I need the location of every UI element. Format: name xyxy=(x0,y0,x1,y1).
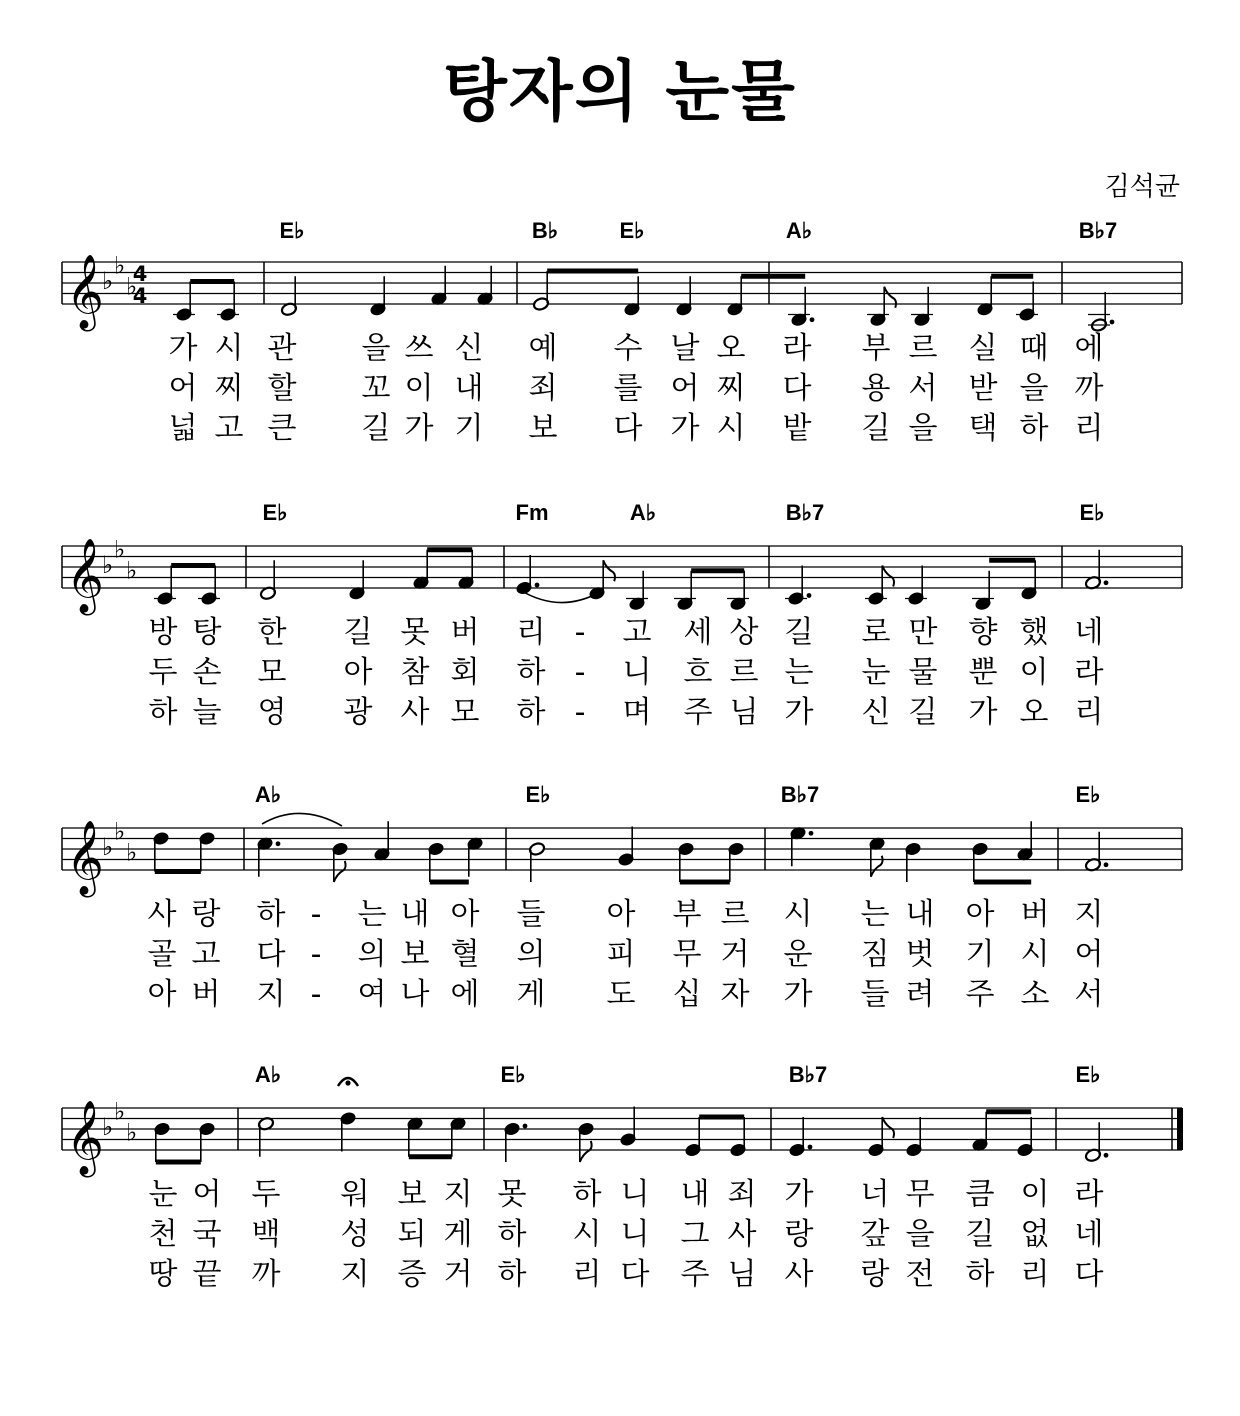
lyric-syllable: 다 xyxy=(782,371,812,406)
lyric-syllable: 가 xyxy=(784,695,814,730)
flat-icon: ♭ xyxy=(102,551,114,579)
lyric-syllable: 시 xyxy=(214,331,244,366)
lyric-syllable: 고 xyxy=(214,411,244,446)
lyric-syllable: 보 xyxy=(400,937,430,972)
song-title: 탕자의 눈물 xyxy=(443,53,797,130)
lyric-syllable: 관 xyxy=(267,331,297,366)
lyric-syllable: 죄 xyxy=(528,371,558,406)
lyric-syllable: 라 xyxy=(1074,1177,1104,1212)
lyric-syllable: 사 xyxy=(147,897,177,932)
lyric-syllable: 다 xyxy=(1074,1257,1104,1292)
lyric-syllable: 기 xyxy=(965,937,995,972)
lyric-syllable: 모 xyxy=(450,695,480,730)
lyric-syllable: 아 xyxy=(450,897,480,932)
lyric-syllable: 주 xyxy=(680,1257,710,1292)
lyric-syllable: 어 xyxy=(168,371,198,406)
lyric-syllable: 니 xyxy=(622,655,652,690)
lyric-syllable: 길 xyxy=(908,695,938,730)
lyric-hyphen: - xyxy=(310,897,322,932)
lyric-syllable: 할 xyxy=(267,371,297,406)
lyric-syllable: 이 xyxy=(404,371,434,406)
lyric-syllable: 이 xyxy=(1019,655,1049,690)
lyric-syllable: 시 xyxy=(783,897,813,932)
lyric-syllable: 성 xyxy=(340,1217,370,1252)
treble-clef-icon: 𝄞 xyxy=(66,255,104,329)
lyric-syllable: 상 xyxy=(729,615,759,650)
note-flag xyxy=(882,1117,894,1138)
lyric-syllable: 아 xyxy=(606,897,636,932)
flat-icon: ♭ xyxy=(126,272,138,301)
lyric-syllable: 로 xyxy=(861,615,891,650)
lyric-syllable: 는 xyxy=(357,897,387,932)
flat-icon: ♭ xyxy=(102,267,114,295)
lyric-syllable: 혈 xyxy=(450,937,480,972)
lyric-syllable: 끝 xyxy=(192,1257,222,1292)
lyric-syllable: 기 xyxy=(454,411,484,446)
lyric-syllable: 가 xyxy=(168,331,198,366)
lyric-syllable: 리 xyxy=(1074,411,1104,446)
flat-icon: ♭ xyxy=(126,1118,138,1147)
final-barline xyxy=(1177,1108,1183,1150)
lyric-syllable: 세 xyxy=(683,615,713,650)
lyric-syllable: 다 xyxy=(620,1257,650,1292)
lyric-syllable: 의 xyxy=(516,937,546,972)
lyric-syllable: 며 xyxy=(622,695,652,730)
dot xyxy=(1104,1153,1109,1158)
flat-icon: ♭ xyxy=(126,556,138,585)
lyric-syllable: 영 xyxy=(257,695,287,730)
lyric-syllable: 네 xyxy=(1074,615,1104,650)
lyric-syllable: 짐 xyxy=(860,937,890,972)
lyric-syllable: 리 xyxy=(1074,695,1104,730)
lyric-syllable: 게 xyxy=(516,977,546,1012)
lyric-syllable: 수 xyxy=(613,331,643,366)
lyric-syllable: 못 xyxy=(400,615,430,650)
lyric-syllable: 시 xyxy=(716,411,746,446)
lyric-syllable: 하 xyxy=(148,695,178,730)
lyric-syllable: 없 xyxy=(1020,1217,1050,1252)
lyric-syllable: 지 xyxy=(256,977,286,1012)
flat-icon: ♭ xyxy=(114,251,126,280)
lyric-syllable: 밭 xyxy=(782,411,812,446)
lyric-syllable: 서 xyxy=(1074,977,1104,1012)
chord-symbol: B♭7 xyxy=(1078,218,1118,243)
flat-icon: ♭ xyxy=(126,838,138,867)
lyric-syllable: 운 xyxy=(783,937,813,972)
lyric-syllable: 회 xyxy=(450,655,480,690)
lyric-syllable: 버 xyxy=(450,615,480,650)
lyric-syllable: 눈 xyxy=(861,655,891,690)
chord-symbol: E♭ xyxy=(279,218,305,243)
lyric-syllable: 들 xyxy=(860,977,890,1012)
chord-symbol: E♭ xyxy=(619,218,645,243)
lyric-verse-3 xyxy=(0,1256,1240,1294)
chord-symbol: E♭ xyxy=(500,1062,526,1087)
lyric-syllable: 아 xyxy=(965,897,995,932)
lyric-syllable: 자 xyxy=(720,977,750,1012)
lyric-syllable: 신 xyxy=(861,695,891,730)
lyric-syllable: 눈 xyxy=(148,1177,178,1212)
lyric-syllable: 지 xyxy=(443,1177,473,1212)
lyric-syllable: 내 xyxy=(905,897,935,932)
lyric-hyphen: - xyxy=(574,695,586,730)
lyric-syllable: 두 xyxy=(148,655,178,690)
lyric-syllable: 날 xyxy=(670,331,700,366)
lyric-syllable: 그 xyxy=(680,1217,710,1252)
time-sig-numerator: 4 xyxy=(132,262,148,286)
treble-clef-icon: 𝄞 xyxy=(66,539,104,613)
lyric-syllable: 내 xyxy=(680,1177,710,1212)
lyric-syllable: 까 xyxy=(1074,371,1104,406)
lyric-syllable: 광 xyxy=(343,695,373,730)
lyric-syllable: 큰 xyxy=(267,411,297,446)
lyric-syllable: 어 xyxy=(1074,937,1104,972)
chord-symbol: B♭7 xyxy=(788,1062,828,1087)
lyric-syllable: 하 xyxy=(572,1177,602,1212)
lyric-syllable: 쓰 xyxy=(404,331,434,366)
lyric-hyphen: - xyxy=(310,937,322,972)
lyric-syllable: 다 xyxy=(256,937,286,972)
lyric-syllable: 나 xyxy=(400,977,430,1012)
lyric-syllable: 두 xyxy=(251,1177,281,1212)
chord-symbol: E♭ xyxy=(262,500,288,525)
flat-icon: ♭ xyxy=(114,817,126,846)
lyric-syllable: 큼 xyxy=(965,1177,995,1212)
chord-symbol: Fm xyxy=(515,500,549,525)
lyric-syllable: 어 xyxy=(192,1177,222,1212)
lyric-syllable: 는 xyxy=(784,655,814,690)
lyric-syllable: 뿐 xyxy=(968,655,998,690)
lyric-syllable: 길 xyxy=(784,615,814,650)
lyric-syllable: 님 xyxy=(727,1257,757,1292)
chord-symbol: A♭ xyxy=(254,782,282,807)
lyric-syllable: 지 xyxy=(1074,897,1104,932)
dot xyxy=(808,1145,813,1150)
lyric-syllable: 벗 xyxy=(905,937,935,972)
time-sig-denominator: 4 xyxy=(132,284,148,308)
lyric-syllable: 백 xyxy=(251,1217,281,1252)
lyric-syllable: 사 xyxy=(784,1257,814,1292)
lyric-syllable: 버 xyxy=(191,977,221,1012)
lyric-syllable: 거 xyxy=(720,937,750,972)
lyric-syllable: 보 xyxy=(397,1177,427,1212)
lyric-syllable: 라 xyxy=(1074,655,1104,690)
lyric-syllable: 너 xyxy=(860,1177,890,1212)
lyric-syllable: 려 xyxy=(905,977,935,1012)
lyric-syllable: 거 xyxy=(443,1257,473,1292)
lyric-syllable: 길 xyxy=(343,615,373,650)
flat-icon: ♭ xyxy=(102,1113,114,1141)
lyric-syllable: 향 xyxy=(968,615,998,650)
lyric-syllable: 받 xyxy=(968,371,998,406)
chord-symbol: A♭ xyxy=(629,500,657,525)
lyric-syllable: 길 xyxy=(965,1217,995,1252)
lyric-syllable: 여 xyxy=(357,977,387,1012)
lyric-syllable: 을 xyxy=(908,411,938,446)
lyric-syllable: 무 xyxy=(905,1177,935,1212)
lyric-syllable: 탕 xyxy=(192,615,222,650)
lyric-syllable: 보 xyxy=(528,411,558,446)
lyric-syllable: 찌 xyxy=(716,371,746,406)
lyric-syllable: 죄 xyxy=(727,1177,757,1212)
lyric-syllable: 니 xyxy=(620,1217,650,1252)
chord-symbol: B♭7 xyxy=(780,782,820,807)
lyric-syllable: 어 xyxy=(670,371,700,406)
flat-icon: ♭ xyxy=(102,833,114,861)
lyric-syllable: 라 xyxy=(782,331,812,366)
lyric-syllable: 때 xyxy=(1019,331,1049,366)
chord-symbol: E♭ xyxy=(1075,782,1101,807)
lyric-syllable: 리 xyxy=(1020,1257,1050,1292)
lyric-syllable: 가 xyxy=(670,411,700,446)
lyric-syllable: 르 xyxy=(720,897,750,932)
lyric-syllable: 를 xyxy=(613,371,643,406)
lyric-syllable: 택 xyxy=(968,411,998,446)
chord-symbol: E♭ xyxy=(525,782,551,807)
lyric-syllable: 무 xyxy=(672,937,702,972)
lyric-hyphen: - xyxy=(310,977,322,1012)
lyric-syllable: 물 xyxy=(908,655,938,690)
lyric-syllable: 길 xyxy=(361,411,391,446)
lyric-syllable: 골 xyxy=(147,937,177,972)
lyric-syllable: 내 xyxy=(454,371,484,406)
lyric-syllable: 오 xyxy=(716,331,746,366)
lyric-syllable: 님 xyxy=(729,695,759,730)
lyric-syllable: 못 xyxy=(497,1177,527,1212)
lyric-syllable: 리 xyxy=(516,615,546,650)
treble-clef-icon: 𝄞 xyxy=(66,1101,104,1175)
lyric-syllable: 모 xyxy=(257,655,287,690)
chord-symbol: E♭ xyxy=(1079,500,1105,525)
lyric-syllable: 방 xyxy=(148,615,178,650)
lyric-syllable: 참 xyxy=(400,655,430,690)
lyric-syllable: 랑 xyxy=(784,1217,814,1252)
flat-icon: ♭ xyxy=(114,535,126,564)
chord-symbol: A♭ xyxy=(785,218,813,243)
lyric-syllable: 국 xyxy=(192,1217,222,1252)
lyric-syllable: 주 xyxy=(965,977,995,1012)
lyric-syllable: 을 xyxy=(361,331,391,366)
lyric-syllable: 랑 xyxy=(860,1257,890,1292)
lyric-syllable: 고 xyxy=(622,615,652,650)
lyric-syllable: 흐 xyxy=(683,655,713,690)
lyric-hyphen: - xyxy=(574,655,586,690)
lyric-syllable: 되 xyxy=(397,1217,427,1252)
lyric-syllable: 예 xyxy=(528,331,558,366)
lyric-syllable: 을 xyxy=(1019,371,1049,406)
lyric-syllable: 르 xyxy=(729,655,759,690)
dot xyxy=(523,1124,528,1129)
lyric-syllable: 에 xyxy=(450,977,480,1012)
lyric-syllable: 신 xyxy=(454,331,484,366)
lyric-syllable: 길 xyxy=(861,411,891,446)
lyric-syllable: 의 xyxy=(357,937,387,972)
lyric-syllable: 찌 xyxy=(214,371,244,406)
lyric-syllable: 실 xyxy=(968,331,998,366)
lyric-verse-1 xyxy=(0,1176,1240,1214)
lyric-syllable: 다 xyxy=(613,411,643,446)
lyric-syllable: 한 xyxy=(257,615,287,650)
lyric-syllable: 하 xyxy=(256,897,286,932)
lyric-syllable: 오 xyxy=(1019,695,1049,730)
lyric-syllable: 증 xyxy=(397,1257,427,1292)
lyric-syllable: 사 xyxy=(400,695,430,730)
lyric-syllable: 하 xyxy=(497,1217,527,1252)
lyric-syllable: 하 xyxy=(965,1257,995,1292)
lyric-syllable: 리 xyxy=(572,1257,602,1292)
lyric-syllable: 이 xyxy=(1020,1177,1050,1212)
chord-symbol: B♭7 xyxy=(785,500,825,525)
lyric-syllable: 가 xyxy=(783,977,813,1012)
lyric-syllable: 땅 xyxy=(148,1257,178,1292)
composer-name: 김석균 xyxy=(1104,172,1180,202)
lyric-syllable: 꼬 xyxy=(361,371,391,406)
lyric-syllable: 네 xyxy=(1074,1217,1104,1252)
lyric-syllable: 도 xyxy=(606,977,636,1012)
chord-symbol: A♭ xyxy=(254,1062,282,1087)
lyric-syllable: 시 xyxy=(1020,937,1050,972)
lyric-syllable: 만 xyxy=(908,615,938,650)
flat-icon: ♭ xyxy=(114,1097,126,1126)
lyric-syllable: 들 xyxy=(516,897,546,932)
lyric-syllable: 소 xyxy=(1020,977,1050,1012)
lyric-syllable: 까 xyxy=(251,1257,281,1292)
lyric-syllable: 늘 xyxy=(192,695,222,730)
lyric-hyphen: - xyxy=(574,615,586,650)
lyric-syllable: 하 xyxy=(516,655,546,690)
lyric-syllable: 하 xyxy=(497,1257,527,1292)
lyric-syllable: 사 xyxy=(727,1217,757,1252)
fermata-dot xyxy=(345,1080,350,1085)
lyric-syllable: 워 xyxy=(340,1177,370,1212)
lyric-syllable: 게 xyxy=(443,1217,473,1252)
lyric-syllable: 시 xyxy=(572,1217,602,1252)
lyric-syllable: 랑 xyxy=(191,897,221,932)
lyric-syllable: 아 xyxy=(343,655,373,690)
lyric-verse-2 xyxy=(0,1216,1240,1254)
lyric-syllable: 손 xyxy=(192,655,222,690)
lyric-syllable: 고 xyxy=(191,937,221,972)
lyric-syllable: 지 xyxy=(340,1257,370,1292)
note-flag xyxy=(580,1141,592,1162)
lyric-syllable: 주 xyxy=(683,695,713,730)
lyric-syllable: 아 xyxy=(147,977,177,1012)
lyric-syllable: 을 xyxy=(905,1217,935,1252)
lyric-syllable: 르 xyxy=(908,331,938,366)
treble-clef-icon: 𝄞 xyxy=(66,821,104,895)
lyric-syllable: 십 xyxy=(672,977,702,1012)
chord-symbol: B♭ xyxy=(531,218,559,243)
lyric-syllable: 부 xyxy=(861,331,891,366)
lyric-syllable: 전 xyxy=(905,1257,935,1292)
lyric-syllable: 버 xyxy=(1020,897,1050,932)
lyric-syllable: 천 xyxy=(148,1217,178,1252)
lyric-syllable: 넓 xyxy=(168,411,198,446)
lyric-syllable: 는 xyxy=(860,897,890,932)
lyric-syllable: 에 xyxy=(1074,331,1104,366)
lyric-syllable: 가 xyxy=(784,1177,814,1212)
lyric-syllable: 갚 xyxy=(860,1217,890,1252)
lyric-syllable: 용 xyxy=(861,371,891,406)
chord-symbol: E♭ xyxy=(1075,1062,1101,1087)
lyric-syllable: 서 xyxy=(908,371,938,406)
lyric-syllable: 니 xyxy=(620,1177,650,1212)
lyric-syllable: 가 xyxy=(968,695,998,730)
lyric-syllable: 내 xyxy=(400,897,430,932)
lyric-syllable: 가 xyxy=(404,411,434,446)
lyric-syllable: 했 xyxy=(1019,615,1049,650)
lyric-syllable: 부 xyxy=(672,897,702,932)
lyric-syllable: 하 xyxy=(516,695,546,730)
lyric-syllable: 피 xyxy=(606,937,636,972)
lyric-syllable: 하 xyxy=(1019,411,1049,446)
